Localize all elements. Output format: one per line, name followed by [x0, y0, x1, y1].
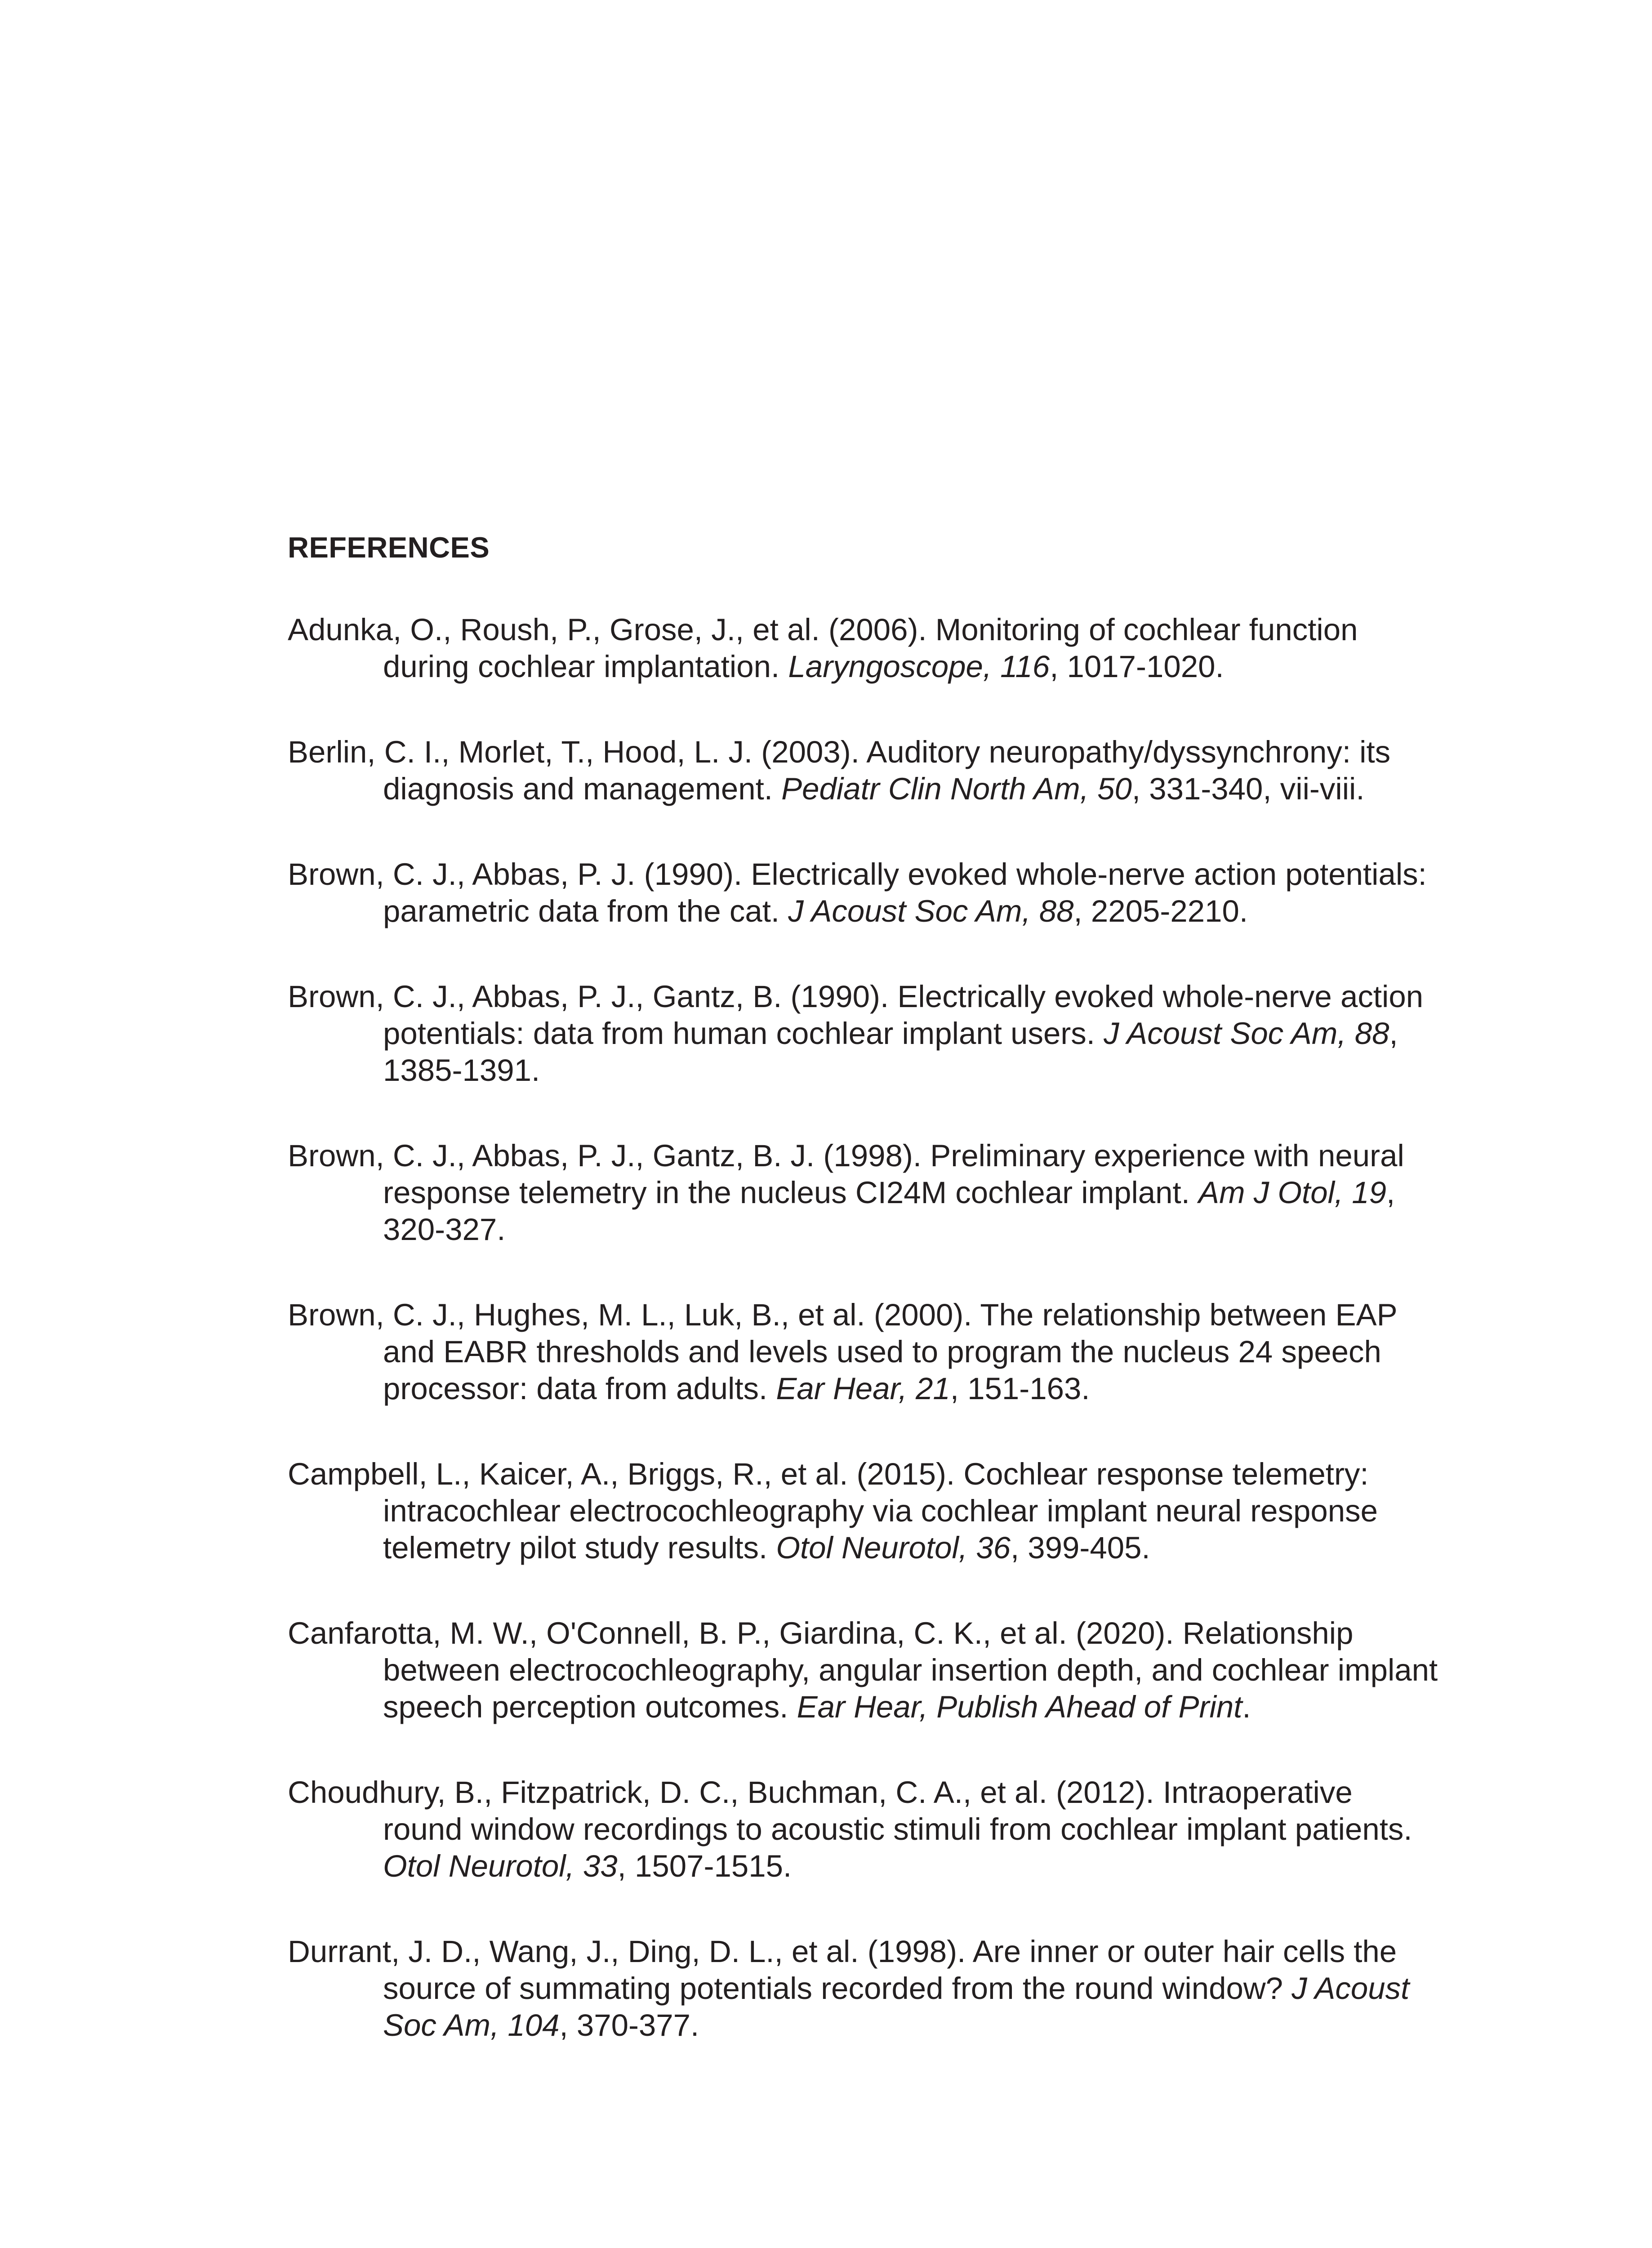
reference-text: Choudhury, B., Fitzpatrick, D. C., Buchman, C. A., et al. (2012). Intraoperative round window recordings to acoustic stimuli from cochlear implant patients. — [288, 1775, 1412, 1847]
reference-journal: Laryngoscope, 116 — [788, 649, 1050, 684]
reference-list — [288, 611, 1438, 2092]
reference-item — [288, 1137, 1438, 1248]
reference-text: Durrant, J. D., Wang, J., Ding, D. L., et al. (1998). Are inner or outer hair cells the source of summating potentials recorded from the round window? — [288, 1934, 1397, 2006]
reference-text: Berlin, C. I., Morlet, T., Hood, L. J. (2003). Auditory neuropathy/dyssynchrony: its diagnosis and management. — [288, 735, 1391, 806]
reference-pages: , 331-340, vii-viii. — [1131, 772, 1365, 806]
reference-text: Campbell, L., Kaicer, A., Briggs, R., et al. (2015). Cochlear response telemetry: intracochlear electrocochleography via cochlear implant neural response telemetry pilot study results. — [288, 1457, 1378, 1565]
reference-journal: J Acoust Soc Am, 88 — [1104, 1016, 1389, 1051]
reference-item — [288, 978, 1438, 1089]
reference-item — [288, 1615, 1438, 1726]
reference-pages: , 2205-2210. — [1073, 894, 1248, 928]
reference-pages: , 399-405. — [1010, 1530, 1150, 1565]
reference-journal: J Acoust Soc Am, 104 — [383, 1971, 1410, 2043]
reference-item — [288, 856, 1438, 930]
reference-pages: , 1507-1515. — [617, 1849, 792, 1883]
reference-journal: Ear Hear, Publish Ahead of Print — [797, 1690, 1242, 1724]
section-heading: REFERENCES — [288, 531, 490, 564]
reference-journal: Otol Neurotol, 33 — [383, 1849, 618, 1883]
reference-journal: Otol Neurotol, 36 — [776, 1530, 1011, 1565]
reference-text: Adunka, O., Roush, P., Grose, J., et al. (2006). Monitoring of cochlear function during cochlear implantation. — [288, 612, 1358, 684]
reference-text: Brown, C. J., Abbas, P. J., Gantz, B. J. (1998). Preliminary experience with neural response telemetry in the nucleus CI24M cochlear implant. — [288, 1138, 1404, 1210]
reference-text: Brown, C. J., Abbas, P. J., Gantz, B. (1990). Electrically evoked whole-nerve action potentials: data from human cochlear implant users. — [288, 979, 1424, 1051]
reference-item — [288, 611, 1438, 685]
reference-journal: Am J Otol, 19 — [1198, 1175, 1387, 1210]
reference-journal: J Acoust Soc Am, 88 — [788, 894, 1074, 928]
reference-item — [288, 1456, 1438, 1566]
reference-pages: , 1017-1020. — [1050, 649, 1224, 684]
reference-text: Brown, C. J., Abbas, P. J. (1990). Electrically evoked whole-nerve action potentials: parametric data from the cat. — [288, 857, 1427, 928]
reference-item — [288, 1774, 1438, 1885]
reference-pages: , 151-163. — [950, 1371, 1090, 1406]
reference-text: Brown, C. J., Hughes, M. L., Luk, B., et al. (2000). The relationship between EAP and EABR thresholds and levels used to program the nucleus 24 speech processor: data from adults. — [288, 1298, 1397, 1406]
reference-item — [288, 1933, 1438, 2044]
reference-item — [288, 734, 1438, 807]
reference-journal: Pediatr Clin North Am, 50 — [781, 772, 1132, 806]
reference-pages: , 320-327. — [383, 1175, 1395, 1247]
reference-journal: Ear Hear, 21 — [776, 1371, 950, 1406]
reference-pages: , 1385-1391. — [383, 1016, 1398, 1088]
reference-pages: , 370-377. — [559, 2008, 699, 2043]
reference-pages: . — [1242, 1690, 1251, 1724]
reference-text: Canfarotta, M. W., O'Connell, B. P., Giardina, C. K., et al. (2020). Relationship between electrocochleography, angular insertion depth, and cochlear implant speech perception outcomes. — [288, 1616, 1438, 1724]
reference-item — [288, 1297, 1438, 1407]
